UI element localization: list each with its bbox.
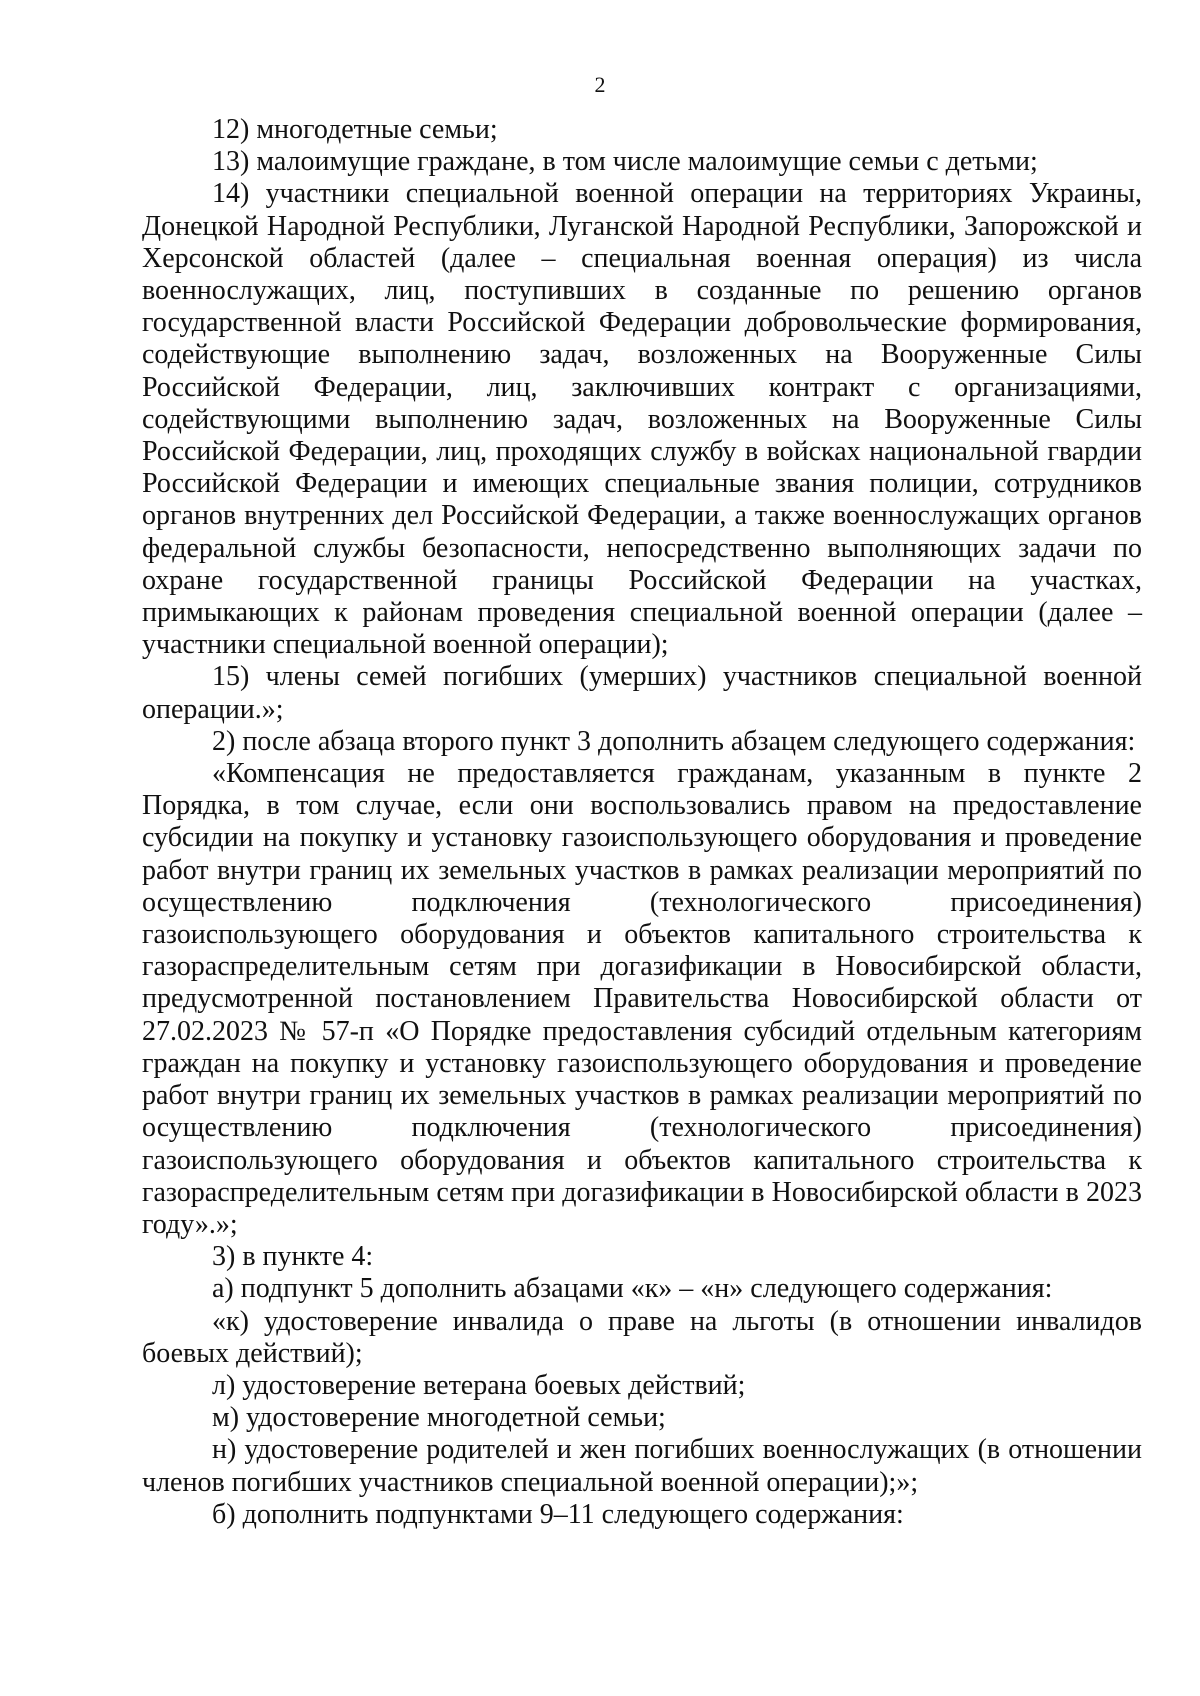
paragraph-subitem-a: а) подпункт 5 дополнить абзацами «к» – «н» следующего содержания: [212, 1273, 1053, 1305]
page-number: 2 [594, 72, 606, 97]
paragraph-item-13: 13) малоимущие граждане, в том числе малоимущие семьи с детьми; [212, 146, 1038, 178]
paragraph-subitem-m: м) удостоверение многодетной семьи; [212, 1402, 666, 1434]
paragraph-subitem-b: б) дополнить подпунктами 9–11 следующего содержания: [212, 1498, 904, 1530]
paragraph-subitem-n: н) удостоверение родителей и жен погибших военнослужащих (в отношении членов погибших участников специальной военной операции);»; [142, 1434, 1142, 1498]
paragraph-item-14: 14) участники специальной военной операции на территориях Украины, Донецкой Народной Республики, Луганской Народной Республики, Запорожской и Херсонской областей (далее – специальная военная операция) из числа военнослужащих, лиц, поступивших в созданные по решению органов государственной власти Российской Федерации добровольческие формирования, содействующие выполнению задач, возложенных на Вооруженные Силы Российской Федерации, лиц, заключивших контракт с организациями, содействующими выполнению задач, возложенных на Вооруженные Силы Российской Федерации, лиц, проходящих службу в войсках национальной гвардии Российской Федерации и имеющих специальные звания полиции, сотрудников органов внутренних дел Российской Федерации, а также военнослужащих органов федеральной службы безопасности, непосредственно выполняющих задачи по охране государственной границы Российской Федерации на участках, примыкающих к районам проведения специальной военной операции (далее – участники специальной военной операции); [142, 178, 1142, 661]
paragraph-subitem-k: «к) удостоверение инвалида о праве на льготы (в отношении инвалидов боевых действий); [142, 1305, 1142, 1369]
paragraph-amendment-2: 2) после абзаца второго пункт 3 дополнить абзацем следующего содержания: [212, 725, 1136, 757]
paragraph-item-12: 12) многодетные семьи; [212, 114, 498, 145]
paragraph-amendment-3: 3) в пункте 4: [212, 1241, 374, 1273]
paragraph-compensation: «Компенсация не предоставляется гражданам, указанным в пункте 2 Порядка, в том случае, если они воспользовались правом на предоставление субсидии на покупку и установку газоиспользующего оборудования и проведение работ внутри границ их земельных участков в рамках реализации мероприятий по осуществлению подключения (технологического присоединения) газоиспользующего оборудования и объектов капитального строительства к газораспределительным сетям при догазификации в Новосибирской области, предусмотренной постановлением Правительства Новосибирской области от 27.02.2023 № 57-п «О Порядке предоставления субсидий отдельным категориям граждан на покупку и установку газоиспользующего оборудования и проведение работ внутри границ их земельных участков в рамках реализации мероприятий по осуществлению подключения (технологического присоединения) газоиспользующего оборудования и объектов капитального строительства к газораспределительным сетям при догазификации в Новосибирской области в 2023 году».»; [142, 758, 1142, 1240]
document-body [142, 114, 1142, 1531]
paragraph-subitem-l: л) удостоверение ветерана боевых действий; [212, 1369, 746, 1401]
paragraph-item-15: 15) члены семей погибших (умерших) участников специальной военной операции.»; [142, 661, 1142, 725]
